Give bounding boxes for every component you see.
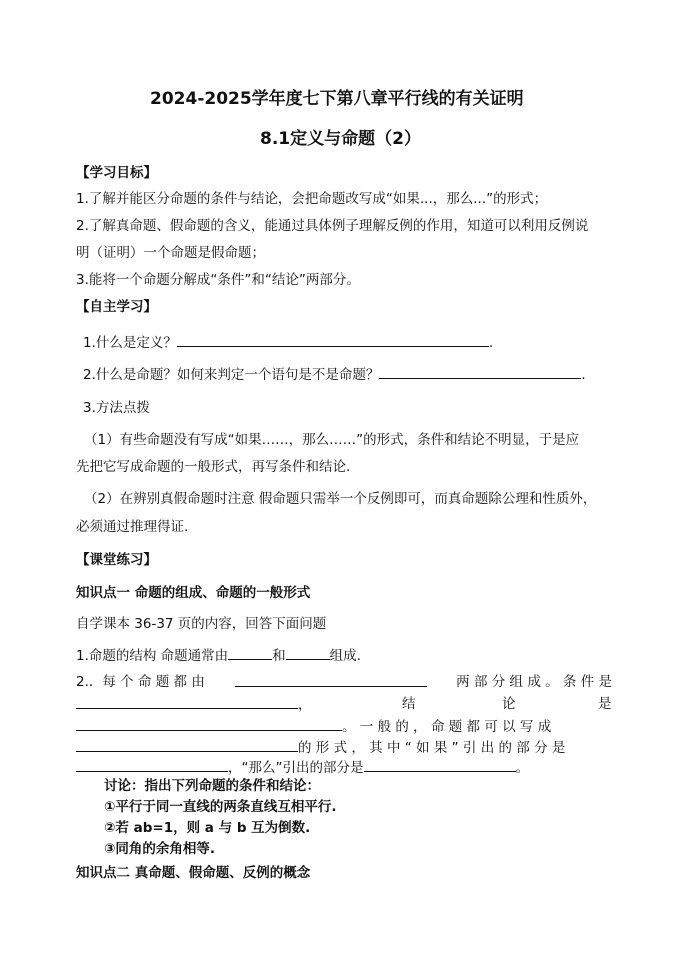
knowledge-point-1: 知识点一 命题的组成、命题的一般形式	[76, 585, 311, 601]
question-composition-line-3	[76, 716, 551, 737]
answer-blank[interactable]	[379, 364, 581, 379]
discussion-item-2: ②若 ab=1，则 a 与 b 互为倒数.	[104, 820, 311, 836]
answer-blank[interactable]	[177, 332, 489, 347]
char-shi: 是	[598, 696, 612, 712]
goals-header: 【学习目标】	[76, 165, 157, 181]
page-title: 2024-2025学年度七下第八章平行线的有关证明	[150, 89, 524, 109]
answer-blank[interactable]	[228, 645, 272, 660]
answer-blank[interactable]	[76, 716, 342, 731]
question-text: 2.．每 个 命 题 都 由	[76, 674, 205, 690]
method-tip-2: （2）在辨别真假命题时注意 假命题只需举一个反例即可，而真命题除公理和性质外，	[84, 491, 597, 507]
goal-item-2-cont: 明（证明）一个命题是假命题；	[76, 245, 265, 261]
question-text: ，“那么”引出的部分是	[228, 760, 364, 776]
discussion-prompt: 讨论：指出下列命题的条件和结论：	[104, 778, 320, 794]
self-study-header: 【自主学习】	[76, 299, 157, 315]
goal-item-3: 3.能将一个命题分解成“条件”和“结论”两部分。	[76, 272, 360, 288]
answer-blank[interactable]	[364, 757, 516, 772]
question-composition-line-4	[76, 737, 565, 758]
method-tip-1-cont: 先把它写成命题的一般形式，再写条件和结论.	[76, 459, 351, 475]
goal-item-2: 2.了解真命题、假命题的含义，能通过具体例子理解反例的作用，知道可以利用反例说	[76, 218, 589, 234]
answer-blank[interactable]	[76, 737, 298, 752]
period: .	[581, 367, 586, 383]
question-text: 1.什么是定义？	[83, 335, 177, 351]
answer-blank[interactable]	[76, 694, 298, 709]
knowledge-point-2: 知识点二 真命题、假命题、反例的概念	[76, 865, 311, 881]
question-composition-line-5	[76, 757, 529, 778]
answer-blank[interactable]	[235, 672, 427, 687]
question-text: 两 部 分 组 成 。 条 件 是	[456, 674, 612, 690]
question-text: 2.什么是命题？如何来判定一个语句是不是命题？	[83, 367, 380, 383]
question-text: 1.命题的结构 命题通常由	[76, 648, 229, 664]
method-tip-2-cont: 必须通过推理得证.	[76, 519, 189, 535]
question-definition	[83, 332, 493, 353]
page-subtitle: 8.1定义与命题（2）	[260, 129, 421, 149]
answer-blank[interactable]	[286, 645, 330, 660]
discussion-item-3: ③同角的余角相等.	[104, 841, 216, 857]
char-jie: 结	[402, 696, 416, 712]
discussion-item-1: ①平行于同一直线的两条直线互相平行.	[104, 799, 337, 815]
question-proposition	[83, 364, 586, 385]
practice-header: 【课堂练习】	[76, 552, 157, 568]
reading-instruction: 自学课本 36-37 页的内容，回答下面问题	[76, 616, 327, 632]
goal-item-1: 1.了解并能区分命题的条件与结论，会把命题改写成“如果...，那么...”的形式；	[76, 191, 548, 207]
question-composition-line-2	[76, 694, 612, 715]
connector-text: 和	[272, 648, 286, 664]
question-structure	[76, 645, 361, 666]
answer-blank[interactable]	[76, 757, 228, 772]
question-text-end: 。	[515, 760, 529, 776]
char-lun: 论	[502, 696, 516, 712]
question-composition-line-1	[76, 672, 612, 692]
question-text: 。 一 般 的 ， 命 题 都 可 以 写 成	[342, 719, 552, 735]
question-text-end: 组成.	[329, 648, 361, 664]
method-tips-heading: 3.方法点拨	[83, 400, 150, 416]
comma: ，	[298, 697, 312, 713]
period: .	[488, 335, 494, 351]
method-tip-1: （1）有些命题没有写成“如果……，那么……”的形式，条件和结论不明显，于是应	[84, 432, 580, 448]
question-text: 的 形 式 ， 其 中 “ 如 果 ” 引 出 的 部 分 是	[298, 740, 566, 756]
